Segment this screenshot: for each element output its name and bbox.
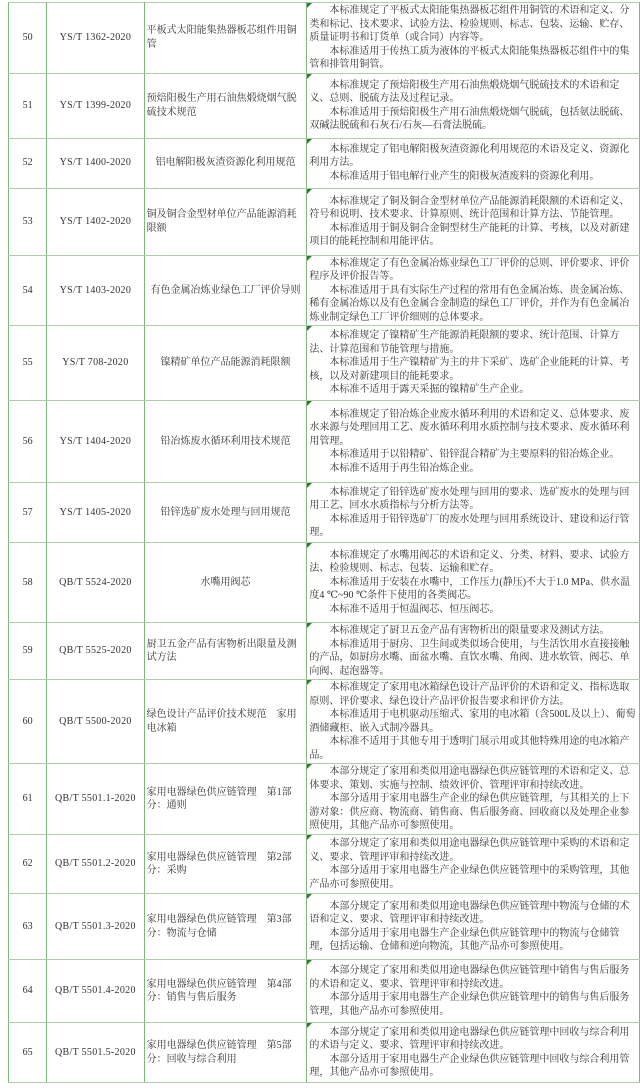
cell-corner-flag-icon — [307, 3, 312, 8]
standard-scope-cell — [307, 623, 640, 680]
standard-name-cell: 厨卫五金产品有害物析出限量及测试方法 — [144, 623, 307, 680]
table-row — [9, 483, 640, 543]
cell-corner-flag-icon — [307, 189, 312, 194]
cell-corner-flag-icon — [307, 764, 312, 769]
standard-code-cell: QB/T 5525-2020 — [47, 623, 144, 680]
row-number-cell: 65 — [9, 1023, 47, 1083]
table-row — [9, 326, 640, 401]
scope-paragraph: 本标准适用于生产镍精矿为主的井下采矿、选矿企业能耗的计算、考核，以及对新建项目的能耗要求。 — [309, 357, 630, 382]
table-row — [9, 188, 640, 255]
cell-corner-flag-icon — [307, 139, 312, 144]
row-number-cell: 59 — [9, 623, 47, 680]
standard-name-cell: 预焙阳极生产用石油焦煅烧烟气脱硫技术规范 — [144, 73, 307, 138]
cell-corner-flag-icon — [307, 543, 312, 548]
standard-code-cell: QB/T 5501.1-2020 — [47, 764, 144, 835]
scope-paragraph: 本标准不适用于露天采掘的镍精矿生产企业。 — [329, 384, 530, 396]
cell-corner-flag-icon — [307, 680, 312, 685]
standard-name-cell: 铅锌选矿废水处理与回用规范 — [144, 483, 307, 543]
scope-paragraph: 本部分规定了家用和类似用途电器绿色供应链管理中销售与售后服务的术语和定义、要求、管理评审和持续改进。 — [309, 965, 630, 990]
standard-scope-cell — [307, 255, 640, 326]
standard-name-cell: 铜及铜合金型材单位产品能源消耗限额 — [144, 188, 307, 255]
row-number-cell: 62 — [9, 835, 47, 894]
scope-paragraph: 本标准适用于以铅精矿、铅锌混合精矿为主要原料的铅冶炼企业。 — [329, 449, 620, 461]
row-number-cell: 51 — [9, 73, 47, 138]
row-number-cell: 57 — [9, 483, 47, 543]
standard-name-cell: 镍精矿单位产品能源消耗限额 — [144, 326, 307, 401]
standard-name-cell: 家用电器绿色供应链管理 第1部分：通则 — [144, 764, 307, 835]
standard-code-cell: YS/T 708-2020 — [47, 326, 144, 401]
scope-paragraph: 本标准适用于厨房、卫生间或类似场合使用，与生活饮用水直接接触的产品，如厨房水嘴、面盆水嘴、直饮水嘴、角阀、进水软管、阀芯、单向阀、起泡器等。 — [309, 638, 630, 677]
table-row — [9, 623, 640, 680]
scope-paragraph: 本标准规定了铅冶炼企业废水循环利用的术语和定义、总体要求、废水来源与处理回用工艺、废水循环利用水质控制与技术要求、废水循环利用管理。 — [309, 408, 630, 447]
standard-code-cell: QB/T 5501.4-2020 — [47, 960, 144, 1023]
cell-corner-flag-icon — [307, 1023, 312, 1028]
standard-scope-cell — [307, 835, 640, 894]
scope-paragraph: 本标准规定了有色金属冶炼业绿色工厂评价的总则、评价要求、评价程序及评价报告等。 — [309, 257, 630, 282]
table-row — [9, 680, 640, 764]
standard-code-cell: YS/T 1405-2020 — [47, 483, 144, 543]
standard-scope-cell — [307, 483, 640, 543]
table-row — [9, 764, 640, 835]
row-number-cell: 58 — [9, 543, 47, 623]
cell-corner-flag-icon — [307, 623, 312, 628]
row-number-cell: 60 — [9, 680, 47, 764]
row-number-cell: 61 — [9, 764, 47, 835]
standard-name-cell: 铅冶炼废水循环利用技术规范 — [144, 401, 307, 483]
table-row — [9, 543, 640, 623]
table-row — [9, 401, 640, 483]
table-row — [9, 894, 640, 960]
table-row — [9, 255, 640, 326]
table-row — [9, 1023, 640, 1083]
scope-paragraph: 本部分适用于家用电器生产企业绿色供应链管理中回收与综合利用管理，其他产品亦可参照使用。 — [309, 1053, 630, 1078]
row-number-cell: 64 — [9, 960, 47, 1023]
cell-corner-flag-icon — [307, 483, 312, 488]
scope-paragraph: 本标准不适用于恒温阀芯、恒压阀芯。 — [329, 603, 500, 615]
scope-paragraph: 本标准规定了平板式太阳能集热器板芯组件用铜管的术语和定义、分类和标记、技术要求、试验方法、检验规则、标志、包装、运输、贮存、质量证明书和订货单（或合同）内容等。 — [309, 5, 630, 43]
table-row — [9, 138, 640, 188]
standard-code-cell: YS/T 1403-2020 — [47, 255, 144, 326]
cell-corner-flag-icon — [307, 835, 312, 840]
cell-corner-flag-icon — [307, 960, 312, 965]
row-number-cell: 52 — [9, 138, 47, 188]
standard-name-cell: 家用电器绿色供应链管理 第5部分：回收与综合利用 — [144, 1023, 307, 1083]
scope-paragraph: 本部分规定了家用和类似用途电器绿色供应链管理的术语和定义、总体要求、策划、实施与控制、绩效评价、管理评审和持续改进。 — [309, 766, 630, 791]
standard-scope-cell — [307, 138, 640, 188]
scope-paragraph: 本部分规定了家用和类似用途电器绿色供应链管理中采购的术语和定义、要求、管理评审和持续改进。 — [309, 838, 630, 863]
standard-scope-cell — [307, 188, 640, 255]
standard-name-cell: 家用电器绿色供应链管理 第3部分：物流与仓储 — [144, 894, 307, 960]
standard-scope-cell — [307, 401, 640, 483]
standard-code-cell: QB/T 5501.3-2020 — [47, 894, 144, 960]
standard-code-cell: YS/T 1402-2020 — [47, 188, 144, 255]
standards-table-sheet — [8, 2, 640, 1083]
scope-paragraph: 本标准不适用于再生铅冶炼企业。 — [329, 462, 480, 474]
cell-corner-flag-icon — [307, 256, 312, 261]
scope-paragraph: 本标准适用于铜及铜合金铜型材生产能耗的计算、考核，以及对新建项目的能耗控制和用能评估。 — [309, 222, 630, 247]
scope-paragraph: 本部分规定了家用和类似用途电器绿色供应链管理中回收与综合利用的术语与定义、要求、管理评审和持续改进。 — [309, 1026, 630, 1051]
row-number-cell: 54 — [9, 255, 47, 326]
scope-paragraph: 本部分适用于家用电器生产企业的绿色供应链管理，与其相关的上下游对象：供应商、物流商、销售商、售后服务商、回收商以及处理企业参照使用，其他产品亦可参照使用。 — [309, 793, 630, 832]
standard-name-cell: 水嘴用阀芯 — [144, 543, 307, 623]
standard-scope-cell — [307, 1023, 640, 1083]
scope-paragraph: 本标准规定了水嘴用阀芯的术语和定义、分类、材料、要求、试验方法、检验规则、标志、包装、运输和贮存。 — [309, 549, 630, 575]
cell-corner-flag-icon — [307, 401, 312, 406]
standards-table-body — [9, 3, 640, 1083]
standard-code-cell: QB/T 5501.5-2020 — [47, 1023, 144, 1083]
scope-paragraph: 本标准适用于铅锌选矿厂的废水处理与回用系统设计、建设和运行管理。 — [309, 513, 630, 538]
standard-name-cell: 有色金属冶炼业绿色工厂评价导则 — [144, 255, 307, 326]
scope-paragraph: 本部分适用于家用电器生产企业绿色供应链管理中的物流与仓储管理，包括运输、仓储和逆向物流，其他产品亦可参照使用。 — [309, 927, 620, 952]
scope-paragraph: 本标准适用于传热工质为液体的平板式太阳能集热器板芯组件中的集管和排管用铜管。 — [309, 45, 630, 70]
row-number-cell: 63 — [9, 894, 47, 960]
scope-paragraph: 本标准规定了铝电解阳极灰渣资源化利用规范的术语及定义、资源化利用方法。 — [309, 143, 630, 169]
row-number-cell: 50 — [9, 3, 47, 74]
standard-scope-cell — [307, 73, 640, 138]
standard-code-cell: QB/T 5501.2-2020 — [47, 835, 144, 894]
scope-paragraph: 本标准规定了铅锌选矿废水处理与回用的要求、选矿废水的处理与回用工艺、回水水质指标与分析方法等。 — [309, 486, 630, 511]
scope-paragraph: 本标准适用于铝电解行业产生的阳极灰渣废料的资源化利用。 — [329, 170, 600, 182]
standard-scope-cell — [307, 543, 640, 623]
row-number-cell: 56 — [9, 401, 47, 483]
scope-paragraph: 本标准规定了预焙阳极生产用石油焦煅烧烟气脱硫技术的术语和定义、总则、脱硫方法及过程记录。 — [309, 79, 620, 104]
scope-paragraph: 本标准规定了厨卫五金产品有害物析出的限量要求及测试方法。 — [329, 625, 610, 636]
scope-paragraph: 本标准规定了镍精矿生产能源消耗限额的要求、统计范围、计算方法、计算范围和节能管理与措施。 — [309, 330, 620, 355]
scope-paragraph: 本部分规定了家用和类似用途电器绿色供应链管理中物流与仓储的术语和定义、要求、管理评审和持续改进。 — [309, 900, 630, 925]
standard-name-cell: 铝电解阳极灰渣资源化利用规范 — [144, 138, 307, 188]
table-row — [9, 73, 640, 138]
scope-paragraph: 本标准适用于安装在水嘴中，工作压力(静压)不大于1.0 MPa、供水温度4 ℃~90 ℃条件下使用的各类阀芯。 — [309, 576, 630, 602]
standards-table — [8, 2, 640, 1083]
standard-name-cell: 家用电器绿色供应链管理 第2部分：采购 — [144, 835, 307, 894]
table-row — [9, 3, 640, 74]
standard-name-cell: 平板式太阳能集热器板芯组件用铜管 — [144, 3, 307, 74]
standard-scope-cell — [307, 326, 640, 401]
standard-code-cell: YS/T 1404-2020 — [47, 401, 144, 483]
scope-paragraph: 本标准不适用于其他专用于透明门展示用或其他特殊用途的电冰箱产品。 — [309, 736, 630, 761]
table-row — [9, 960, 640, 1023]
standard-code-cell: YS/T 1399-2020 — [47, 73, 144, 138]
scope-paragraph: 本标准适用于具有实际生产过程的常用有色金属冶炼、贵金属冶炼、稀有金属冶炼以及有色金属合金制造的绿色工厂评价，并作为有色金属冶炼业制定绿色工厂评价细则的总体要求。 — [309, 284, 630, 323]
standard-code-cell: QB/T 5500-2020 — [47, 680, 144, 764]
scope-paragraph: 本部分适用于家用电器生产企业绿色供应链管理中的采购管理，其他产品亦可参照使用。 — [309, 865, 630, 890]
cell-corner-flag-icon — [307, 894, 312, 899]
standard-name-cell: 家用电器绿色供应链管理 第4部分：销售与售后服务 — [144, 960, 307, 1023]
standard-code-cell: QB/T 5524-2020 — [47, 543, 144, 623]
scope-paragraph: 本标准规定了家用电冰箱绿色设计产品评价的术语和定义、指标选取原则、评价要求、绿色设计产品评价报告要求和评价方法。 — [309, 682, 630, 707]
standard-code-cell: YS/T 1400-2020 — [47, 138, 144, 188]
scope-paragraph: 本标准适用于电机驱动压缩式、家用的电冰箱（含500L及以上）、葡萄酒储藏柜、嵌入式制冷器具。 — [309, 709, 636, 734]
standard-scope-cell — [307, 680, 640, 764]
row-number-cell: 55 — [9, 326, 47, 401]
standard-scope-cell — [307, 894, 640, 960]
scope-paragraph: 本标准规定了铜及铜合金型材单位产品能源消耗限额的术语和定义、符号和说明、技术要求、计算原则、统计范围和计算方法、节能管理。 — [309, 195, 630, 220]
standard-scope-cell — [307, 960, 640, 1023]
standard-scope-cell — [307, 3, 640, 74]
cell-corner-flag-icon — [307, 74, 312, 79]
row-number-cell: 53 — [9, 188, 47, 255]
scope-paragraph: 本部分适用于家用电器生产企业绿色供应链管理中的销售与售后服务管理，其他产品亦可参照使用。 — [309, 992, 630, 1017]
standard-scope-cell — [307, 764, 640, 835]
table-row — [9, 835, 640, 894]
cell-corner-flag-icon — [307, 326, 312, 331]
standard-name-cell: 绿色设计产品评价技术规范 家用电冰箱 — [144, 680, 307, 764]
scope-paragraph: 本标准适用于预焙阳极生产用石油焦煅烧烟气脱硫，包括氨法脱硫、双碱法脱硫和石灰石/石灰—石膏法脱硫。 — [309, 106, 630, 131]
standard-code-cell: YS/T 1362-2020 — [47, 3, 144, 74]
